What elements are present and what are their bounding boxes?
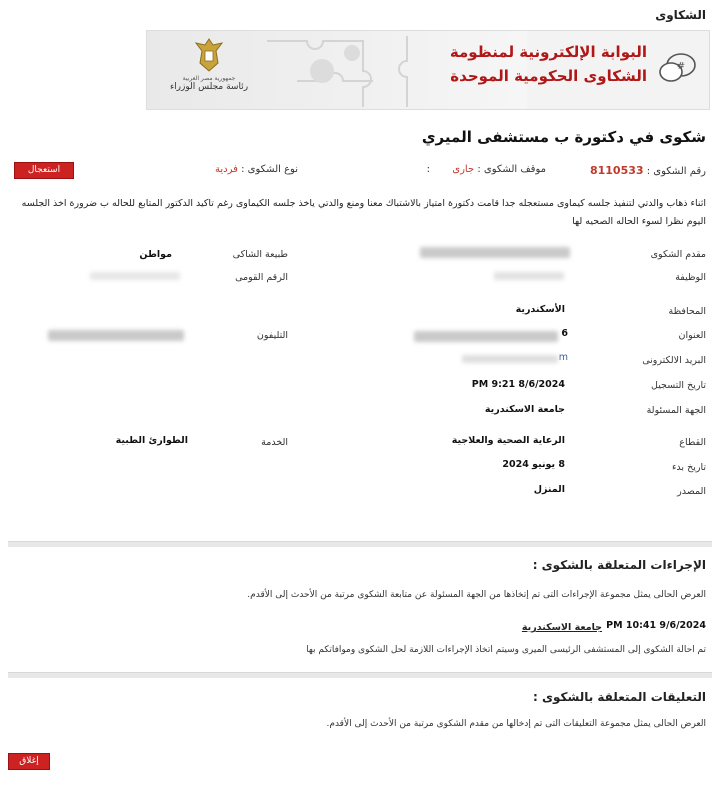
- start-date-value: 8 يونيو 2024: [502, 459, 565, 470]
- actions-title: الإجراءات المتعلقة بالشكوى :: [532, 558, 706, 572]
- action-date: PM 10:41 9/6/2024: [606, 620, 706, 631]
- section-divider-actions: [8, 541, 712, 547]
- close-button[interactable]: إغلاق: [8, 753, 50, 770]
- complaint-number: [590, 164, 706, 177]
- emblem-country: جمهورية مصر العربية: [182, 75, 236, 82]
- chat-bubbles-icon: [657, 51, 697, 85]
- source-label: المصدر: [677, 486, 706, 497]
- national-id-label: الرقم القومى: [235, 272, 288, 283]
- comments-description: العرض الحالى يمثل مجموعة التعليقات التى تم إدخالها من مقدم الشكوى مرتبة من الأحدث إلى الأقدم.: [326, 719, 706, 729]
- complaint-type-value: فردية: [215, 164, 238, 175]
- national-id-redacted: [90, 272, 180, 280]
- complaint-status: [452, 164, 546, 175]
- action-text: تم احالة الشكوى إلى المستشفى الرئيسى الميرى وسيتم اتخاذ الإجراءات اللازمة لحل الشكوى وموافاتكم بها: [306, 645, 706, 655]
- email-label: البريد الالكترونى: [642, 355, 706, 366]
- source-value: المنزل: [533, 484, 565, 495]
- sector-value: الرعاية الصحية والعلاجية: [451, 435, 565, 446]
- complainant-type-label: طبيعة الشاكى: [232, 249, 288, 260]
- governorate-label: المحافظة: [668, 306, 706, 317]
- urgent-button[interactable]: استعجال: [14, 162, 74, 179]
- action-entity-link[interactable]: جامعة الاسكندرية: [521, 622, 602, 633]
- complaint-title: شكوى في دكتورة ب مستشفى الميري: [421, 128, 706, 146]
- complaint-type-label: نوع الشكوى :: [241, 164, 298, 175]
- page-heading: الشكاوى: [655, 8, 706, 22]
- job-label: الوظيفة: [675, 272, 706, 283]
- service-label: الخدمة: [261, 437, 288, 448]
- email-redacted: [462, 355, 558, 363]
- complaint-type: [215, 164, 298, 175]
- job-redacted: [494, 272, 564, 280]
- email-partial: m: [558, 352, 568, 363]
- start-date-label: تاريخ بدء: [671, 462, 706, 473]
- entity-value: جامعة الاسكندرية: [484, 404, 565, 415]
- actions-description: العرض الحالى يمثل مجموعة الإجراءات التى تم إتخاذها من الجهة المسئولة عن متابعة الشكوى مرتبة من الأحدث إلى الأقدم.: [247, 590, 706, 600]
- svg-text:#: #: [676, 61, 686, 72]
- submitter-label: مقدم الشكوى: [650, 249, 706, 260]
- comments-title: التعليقات المتعلقة بالشكوى :: [533, 690, 706, 704]
- complaint-number-value: 8110533: [589, 164, 644, 177]
- status-separator: :: [426, 164, 430, 175]
- entity-label: الجهة المسئولة: [646, 405, 706, 416]
- sector-label: القطاع: [679, 437, 706, 448]
- complaint-description: اثناء ذهاب والدتي لتنفيذ جلسه كيماوى مستعجله جدا قامت دكتورة امتياز بالاشتباك معنا ومنع والدتي ياخذ جلسه الكيماوى رغم تاكيد الدكتور المتابع للحاله ب ضرورة اخذ الجلسه اليوم نظرا لسوء الحاله الصحيه لها: [21, 198, 706, 227]
- section-divider-comments: [8, 672, 712, 678]
- phone-redacted: [48, 330, 184, 341]
- submitter-redacted: [420, 247, 570, 258]
- complaint-status-label: موقف الشكوى :: [477, 164, 546, 175]
- reg-date-label: تاريخ التسجيل: [651, 380, 706, 391]
- address-partial: 6: [561, 328, 568, 339]
- address-label: العنوان: [678, 330, 706, 341]
- banner-title-line2: الشكاوى الحكومية الموحدة: [450, 67, 647, 85]
- government-emblem: [169, 37, 249, 92]
- governorate-value: الأسكندرية: [515, 304, 565, 315]
- address-redacted: [414, 331, 558, 342]
- service-value: الطوارئ الطبية: [115, 435, 188, 446]
- emblem-cabinet: رئاسة مجلس الوزراء: [169, 82, 249, 92]
- complaint-status-value: جارى: [452, 164, 475, 175]
- banner-title-line1: البوابة الإلكترونية لمنظومة: [449, 43, 647, 61]
- eagle-emblem-icon: [194, 37, 224, 73]
- portal-banner: [146, 30, 710, 110]
- complainant-type-value: مواطن: [139, 249, 172, 260]
- reg-date-value: PM 9:21 8/6/2024: [471, 379, 565, 390]
- complaint-number-label: رقم الشكوى :: [646, 166, 706, 177]
- phone-label: التليفون: [256, 330, 288, 341]
